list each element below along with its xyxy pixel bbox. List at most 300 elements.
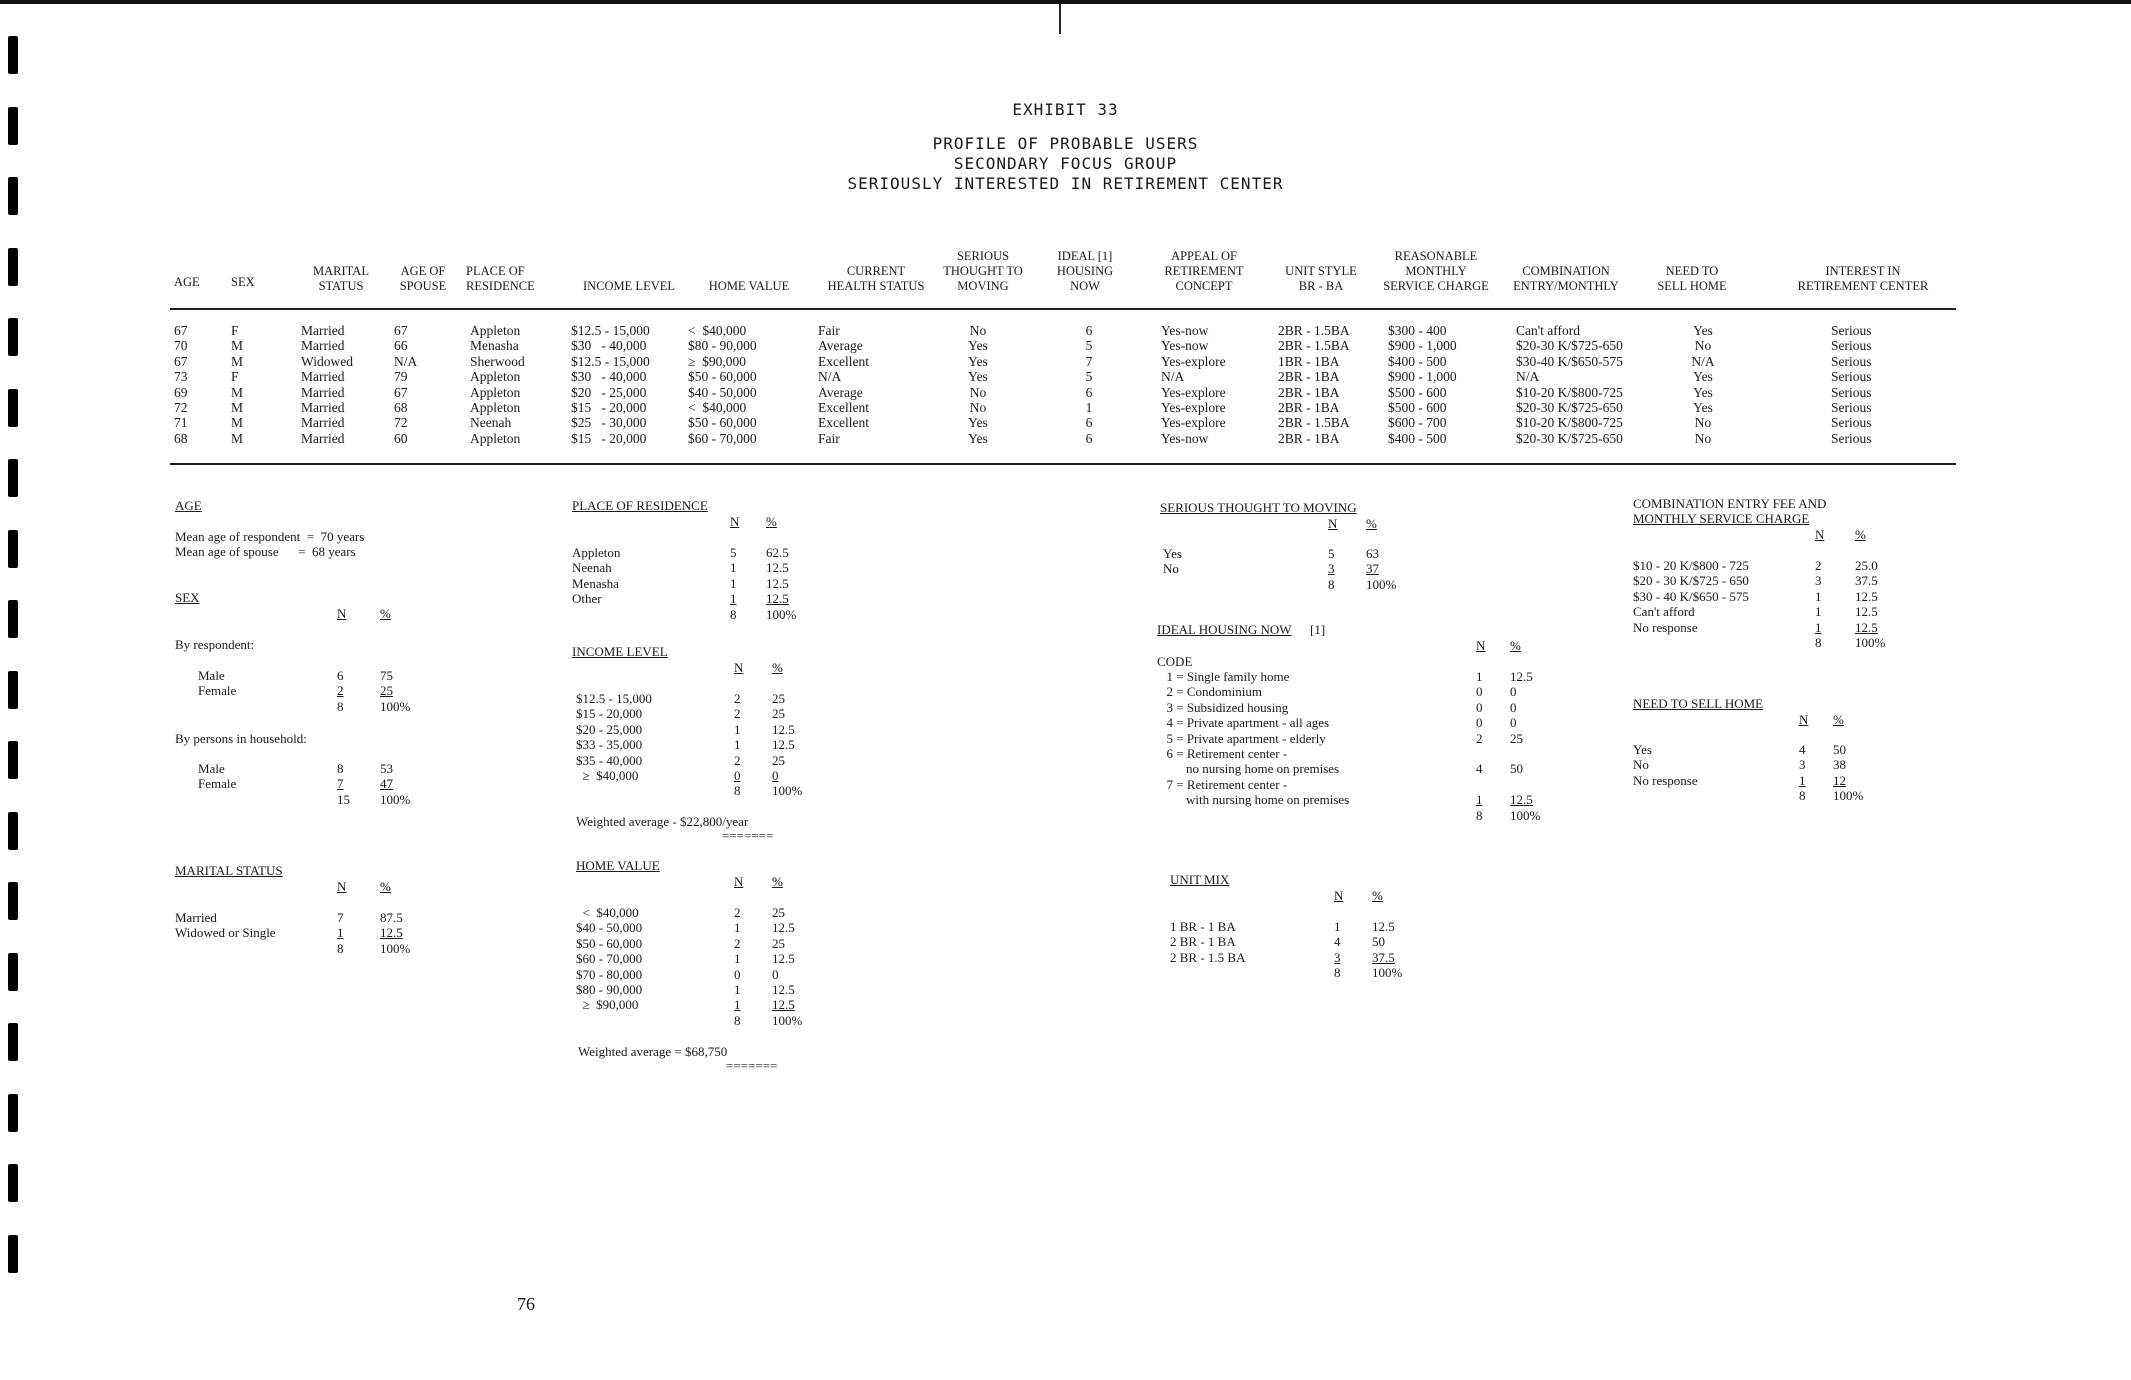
row-label: ≥ $90,000 — [576, 997, 639, 1013]
stat-text: % — [380, 606, 391, 621]
table-cell: 68 — [394, 400, 408, 415]
table-cell: Yes — [968, 369, 988, 385]
table-cell: M — [231, 400, 244, 415]
table-cell: Yes-explore — [1161, 415, 1226, 431]
row-label: $70 - 80,000 — [576, 966, 643, 982]
sub-heading: By respondent: — [175, 637, 255, 652]
stat-text: 15 — [337, 791, 350, 807]
stat-text: 12 — [1833, 772, 1846, 788]
pct-value: 12.5 — [772, 721, 795, 737]
section-title: INCOME LEVEL — [572, 644, 668, 659]
table-cell: $20 - 25,000 — [571, 384, 647, 400]
table-cell: Appleton — [470, 400, 521, 415]
table-cell: $12.5 - 15,000 — [571, 323, 650, 338]
row-label: $15 - 20,000 — [576, 706, 643, 722]
table-cell: Serious — [1831, 430, 1872, 446]
pct-value: 25 — [772, 935, 785, 951]
table-cell: M — [231, 384, 244, 400]
stat-text: 8 — [1799, 788, 1806, 804]
stat-text: 1 — [1815, 604, 1822, 620]
table-cell: Yes-now — [1161, 338, 1209, 354]
table-cell: $50 - 60,000 — [688, 415, 757, 431]
table-cell: Appleton — [470, 369, 521, 385]
stat-text: 37.5 — [1372, 949, 1395, 965]
table-cell: Widowed — [301, 353, 353, 369]
stat-text: 1 BR - 1 BA — [1170, 919, 1236, 934]
pct-value: 12.5 — [766, 575, 789, 591]
stat-text: No response — [1633, 772, 1698, 788]
stat-text: Yes — [1163, 546, 1182, 561]
column-header: SEX — [231, 275, 255, 289]
stat-text: % — [1510, 638, 1521, 653]
table-cell: 2BR - 1.5BA — [1278, 415, 1350, 431]
stat-text: N — [337, 879, 347, 894]
table-cell: Serious — [1831, 400, 1872, 415]
n-value: 1 — [734, 721, 741, 737]
n-value: 2 — [734, 752, 741, 768]
table-cell: Excellent — [818, 400, 869, 415]
column-header: UNIT STYLE BR - BA — [1285, 264, 1357, 293]
row-label: Other — [572, 591, 602, 607]
table-cell: 5 — [1085, 369, 1093, 385]
table-cell: Serious — [1831, 338, 1872, 354]
stat-text: 1 — [337, 925, 344, 941]
pct-header: % — [772, 874, 783, 889]
stat-text: 0 — [1510, 684, 1517, 700]
table-cell: M — [231, 415, 244, 431]
stat-text: 2 — [1815, 558, 1822, 573]
code-label: CODE — [1157, 654, 1193, 669]
pct-value: 25 — [772, 905, 785, 920]
row-label: $35 - 40,000 — [576, 752, 643, 768]
table-cell: Married — [301, 400, 345, 415]
column-header: COMBINATION ENTRY/MONTHLY — [1513, 264, 1619, 293]
table-cell: Excellent — [818, 353, 869, 369]
stat-text: 8 — [1334, 965, 1341, 981]
pct-header: % — [766, 514, 777, 529]
n-value: 1 — [734, 920, 741, 936]
table-cell: Yes — [1693, 400, 1713, 415]
binding-hole — [8, 1235, 18, 1273]
table-cell: 2BR - 1BA — [1278, 384, 1340, 400]
row-label: Neenah — [572, 560, 612, 576]
binding-hole — [8, 882, 18, 920]
column-header: INCOME LEVEL — [583, 279, 675, 293]
stat-text: 3 = Subsidized housing — [1160, 699, 1289, 715]
table-cell: 79 — [394, 369, 408, 385]
row-label: Appleton — [572, 545, 621, 560]
stat-text: 3 — [1799, 757, 1806, 773]
table-cell: Yes — [1693, 323, 1713, 338]
column-header: IDEAL [1] HOUSING NOW — [1056, 249, 1114, 293]
table-cell: $10-20 K/$800-725 — [1516, 384, 1623, 400]
stat-text: 6 = Retirement center - — [1160, 746, 1288, 761]
table-cell: Serious — [1831, 384, 1872, 400]
binding-hole — [8, 248, 18, 286]
table-cell: Appleton — [470, 430, 521, 446]
stat-text: % — [380, 879, 391, 894]
n-header: N — [730, 514, 740, 529]
table-cell: Married — [301, 369, 345, 385]
stat-text: N — [1799, 712, 1809, 727]
stat-text: 8 — [1328, 576, 1335, 592]
stat-text: Mean age of spouse = 68 years — [175, 544, 356, 559]
stat-text: Yes — [1633, 742, 1652, 757]
stat-text: 1 — [1815, 619, 1822, 635]
stat-text: 1 — [1476, 669, 1483, 684]
table-cell: Sherwood — [470, 353, 525, 369]
stat-text: 100% — [1510, 807, 1541, 823]
n-value: 1 — [734, 997, 741, 1013]
stat-text: % — [1833, 712, 1844, 727]
stat-text: Male — [198, 668, 225, 683]
table-cell: 5 — [1085, 338, 1093, 354]
table-cell: 68 — [174, 430, 188, 446]
stat-text: 2 BR - 1.5 BA — [1170, 949, 1246, 965]
column-header: HOME VALUE — [708, 279, 790, 293]
table-cell: < $40,000 — [688, 323, 747, 338]
table-cell: M — [231, 430, 244, 446]
stat-text: 1 — [1815, 588, 1822, 604]
table-cell: Appleton — [470, 323, 521, 338]
table-cell: M — [231, 353, 244, 369]
table-cell: $500 - 600 — [1388, 400, 1447, 415]
stat-text: 100% — [380, 791, 411, 807]
stat-text: No — [1163, 561, 1179, 577]
pct-value: 25 — [772, 752, 785, 768]
table-rule-top — [170, 308, 1956, 310]
table-cell: $15 - 20,000 — [571, 430, 647, 446]
n-header: N — [734, 874, 744, 889]
table-cell: N/A — [818, 369, 842, 385]
table-cell: $20-30 K/$725-650 — [1516, 430, 1623, 446]
binding-hole — [8, 953, 18, 991]
stat-text: 100% — [1833, 788, 1864, 804]
table-cell: 2BR - 1BA — [1278, 400, 1340, 415]
table-cell: $30-40 K/$650-575 — [1516, 353, 1623, 369]
stat-text: 8 — [337, 761, 344, 776]
stat-text: 8 — [1476, 807, 1483, 823]
stat-text: 25 — [1510, 730, 1523, 746]
stat-text: 50 — [1372, 934, 1385, 950]
underline-mark: ======= — [722, 828, 774, 843]
page-number: 76 — [517, 1294, 535, 1314]
table-cell: F — [231, 369, 239, 385]
table-cell: 1BR - 1BA — [1278, 353, 1340, 369]
pct-value: 100% — [766, 606, 797, 622]
section-title: HOME VALUE — [576, 858, 660, 873]
pct-value: 100% — [772, 1012, 803, 1028]
stat-text: 53 — [380, 761, 393, 776]
title-line-2: SECONDARY FOCUS GROUP — [953, 154, 1178, 173]
stat-text: N — [1815, 527, 1825, 542]
stat-text: with nursing home on premises — [1160, 792, 1350, 808]
table-cell: M — [231, 338, 244, 354]
table-cell: Average — [818, 384, 863, 400]
section-title: MONTHLY SERVICE CHARGE — [1633, 511, 1810, 526]
table-cell: $80 - 90,000 — [688, 338, 757, 354]
table-cell: Yes-explore — [1161, 353, 1226, 369]
column-header: APPEAL OF RETIREMENT CONCEPT — [1164, 249, 1244, 293]
table-cell: N/A — [1516, 369, 1540, 385]
table-cell: 6 — [1085, 430, 1093, 446]
stat-text: 2 = Condominium — [1160, 684, 1262, 700]
binding-hole — [8, 459, 18, 497]
pct-value: 12.5 — [772, 737, 795, 753]
stat-text: Female — [198, 683, 237, 699]
right-stats — [1157, 500, 1560, 981]
table-cell: Serious — [1831, 353, 1872, 369]
table-cell: $300 - 400 — [1388, 323, 1447, 338]
stat-text: Widowed or Single — [175, 925, 276, 941]
table-cell: $30 - 40,000 — [571, 369, 647, 385]
table-cell: 67 — [174, 353, 188, 369]
table-cell: Appleton — [470, 384, 521, 400]
table-cell: $60 - 70,000 — [688, 430, 757, 446]
stat-text: N — [1328, 516, 1338, 531]
table-cell: Can't afford — [1516, 323, 1581, 338]
table-cell: Yes-now — [1161, 430, 1209, 446]
table-cell: $500 - 600 — [1388, 384, 1447, 400]
pct-value: 12.5 — [772, 951, 795, 967]
table-cell: 66 — [394, 338, 408, 354]
table-cell: N/A — [1161, 369, 1185, 385]
column-header: PLACE OF RESIDENCE — [466, 264, 535, 293]
pct-value: 12.5 — [772, 982, 795, 997]
exhibit-number: EXHIBIT 33 — [1012, 100, 1119, 119]
stat-text: 12.5 — [1855, 619, 1878, 635]
binding-hole — [8, 741, 18, 779]
column-header: AGE — [174, 275, 200, 289]
table-cell: Serious — [1831, 323, 1872, 338]
stat-text: 3 — [1334, 949, 1341, 965]
stat-text: 2 — [337, 683, 344, 699]
stat-text: N — [337, 606, 347, 621]
binding-hole — [8, 36, 18, 74]
table-cell: Yes — [968, 338, 988, 354]
footnote-mark: [1] — [1310, 622, 1326, 637]
table-cell: $400 - 500 — [1388, 430, 1447, 446]
row-label: Menasha — [572, 575, 619, 591]
stat-text: 4 — [1476, 761, 1483, 777]
row-label: ≥ $40,000 — [576, 768, 639, 783]
table-cell: No — [1694, 338, 1712, 354]
stat-text: 100% — [1366, 576, 1397, 592]
section-title: IDEAL HOUSING NOW — [1157, 622, 1292, 637]
stat-text: no nursing home on premises — [1160, 761, 1340, 777]
stat-text: 8 — [337, 698, 344, 714]
row-label: $40 - 50,000 — [576, 920, 643, 936]
underline-mark: ======= — [726, 1058, 778, 1073]
pct-value: 25 — [772, 691, 785, 706]
table-cell: $30 - 40,000 — [571, 338, 647, 354]
pct-value: 12.5 — [766, 591, 789, 607]
n-value: 1 — [730, 591, 737, 607]
stat-text: 12.5 — [1855, 588, 1878, 604]
table-cell: 6 — [1085, 384, 1093, 400]
table-cell: Yes-now — [1161, 323, 1209, 338]
pct-value: 0 — [772, 768, 779, 783]
stat-text: Can't afford — [1633, 604, 1695, 620]
stat-text: No — [1633, 757, 1649, 773]
row-label: $20 - 25,000 — [576, 721, 643, 737]
n-value: 2 — [734, 935, 741, 951]
title-line-3: SERIOUSLY INTERESTED IN RETIREMENT CENTER — [847, 174, 1284, 193]
table-cell: Married — [301, 415, 345, 431]
table-cell: 2BR - 1.5BA — [1278, 323, 1350, 338]
table-cell: No — [969, 323, 987, 338]
table-cell: 72 — [394, 415, 408, 431]
n-header: N — [734, 660, 744, 675]
binding-hole — [8, 671, 18, 709]
stat-text: 100% — [1855, 635, 1886, 650]
pct-value: 25 — [772, 706, 785, 722]
stat-text: 7 — [337, 910, 344, 925]
table-cell: Yes — [968, 353, 988, 369]
stat-text: 12.5 — [1372, 919, 1395, 934]
pct-header: % — [772, 660, 783, 675]
table-cell: 1 — [1085, 400, 1093, 415]
stat-text: $10 - 20 K/$800 - 725 — [1633, 558, 1749, 573]
age-line: Mean age of respondent = 70 years — [175, 529, 365, 544]
table-cell: ≥ $90,000 — [688, 353, 747, 369]
stat-text: 0 — [1476, 715, 1483, 731]
stat-text: 50 — [1510, 761, 1523, 777]
row-label: $80 - 90,000 — [576, 982, 643, 997]
table-cell: $12.5 - 15,000 — [571, 353, 650, 369]
section-title: AGE — [175, 498, 202, 513]
stat-text: 6 — [337, 668, 344, 683]
pct-value: 0 — [772, 966, 779, 982]
stat-text: Married — [175, 910, 217, 925]
stat-text: 4 — [1799, 742, 1806, 757]
stat-text: $30 - 40 K/$650 - 575 — [1633, 588, 1749, 604]
sub-heading: By persons in household: — [175, 731, 307, 746]
binding-hole — [8, 812, 18, 850]
table-cell: Neenah — [470, 415, 512, 431]
n-value: 1 — [734, 982, 741, 997]
table-cell: Yes-explore — [1161, 384, 1226, 400]
stat-text: 100% — [1372, 965, 1403, 981]
stat-text: 38 — [1833, 757, 1846, 773]
table-cell: $900 - 1,000 — [1388, 369, 1457, 385]
stat-text: 63 — [1366, 546, 1379, 561]
table-cell: Yes — [1693, 369, 1713, 385]
section-title: UNIT MIX — [1170, 872, 1230, 887]
n-value: 5 — [730, 545, 737, 560]
stat-text: 0 — [1476, 699, 1483, 715]
table-cell: $900 - 1,000 — [1388, 338, 1457, 354]
binding-hole — [8, 530, 18, 568]
stat-text: 12.5 — [1855, 604, 1878, 620]
table-cell: No — [969, 384, 987, 400]
table-cell: Average — [818, 338, 863, 354]
table-cell: N/A — [1691, 353, 1715, 369]
stat-text: 12.5 — [1510, 669, 1533, 684]
table-cell: Fair — [818, 430, 840, 446]
stat-text: $20 - 30 K/$725 - 650 — [1633, 573, 1749, 589]
pct-value: 62.5 — [766, 545, 789, 560]
stat-text: 75 — [380, 668, 393, 683]
n-value: 8 — [734, 1012, 741, 1028]
table-cell: Yes — [968, 430, 988, 446]
table-cell: $10-20 K/$800-725 — [1516, 415, 1623, 431]
table-cell: $50 - 60,000 — [688, 369, 757, 385]
stat-text: 3 — [1815, 573, 1822, 589]
row-label: $60 - 70,000 — [576, 951, 643, 967]
n-value: 0 — [734, 966, 741, 982]
section-title: COMBINATION ENTRY FEE AND — [1633, 496, 1827, 511]
pct-value: 12.5 — [766, 560, 789, 576]
pct-value: 12.5 — [772, 997, 795, 1013]
column-header: SERIOUS THOUGHT TO MOVING — [943, 249, 1023, 293]
table-cell: 67 — [174, 323, 188, 338]
table-cell: No — [1694, 415, 1712, 431]
table-cell: Yes — [968, 415, 988, 431]
table-cell: 2BR - 1BA — [1278, 430, 1340, 446]
stat-text: 12.5 — [1510, 792, 1533, 808]
stat-text: N — [1476, 638, 1486, 653]
n-value: 2 — [734, 706, 741, 722]
table-cell: 60 — [394, 430, 408, 446]
table-cell: Serious — [1831, 369, 1872, 385]
stat-text: 3 — [1328, 561, 1335, 577]
stat-text: 1 — [1799, 772, 1806, 788]
table-cell: $20-30 K/$725-650 — [1516, 338, 1623, 354]
table-cell: $400 - 500 — [1388, 353, 1447, 369]
stat-text: 25.0 — [1855, 558, 1878, 573]
stat-text: % — [1372, 888, 1383, 903]
section-title: PLACE OF RESIDENCE — [572, 498, 708, 513]
table-cell: 6 — [1085, 323, 1093, 338]
table-cell: 2BR - 1.5BA — [1278, 338, 1350, 354]
stat-text: 7 — [337, 776, 344, 792]
binding-hole — [8, 318, 18, 356]
stat-text: 0 — [1510, 715, 1517, 731]
far-right-stats — [1633, 496, 1953, 816]
row-label: $50 - 60,000 — [576, 935, 643, 951]
stat-text: N — [1334, 888, 1344, 903]
stat-text: 100% — [380, 940, 411, 956]
n-value: 1 — [734, 737, 741, 753]
table-cell: 2BR - 1BA — [1278, 369, 1340, 385]
table-cell: 72 — [174, 400, 188, 415]
table-cell: Fair — [818, 323, 840, 338]
table-cell: $20-30 K/$725-650 — [1516, 400, 1623, 415]
table-cell: 69 — [174, 384, 188, 400]
column-header: CURRENT HEALTH STATUS — [827, 264, 925, 293]
title-line-1: PROFILE OF PROBABLE USERS — [932, 134, 1199, 153]
stat-text: 0 — [1476, 684, 1483, 700]
section-title: MARITAL STATUS — [175, 863, 283, 878]
middle-stats — [572, 498, 832, 1078]
pct-value: 100% — [772, 783, 803, 799]
table-cell: Married — [301, 384, 345, 400]
table-cell: $600 - 700 — [1388, 415, 1447, 431]
column-header: NEED TO SELL HOME — [1657, 264, 1727, 293]
table-cell: 73 — [174, 369, 188, 385]
stat-text: 47 — [380, 776, 393, 792]
table-cell: 6 — [1085, 415, 1093, 431]
stat-text: 0 — [1510, 699, 1517, 715]
stat-text: 2 BR - 1 BA — [1170, 934, 1236, 950]
top-border — [0, 0, 2131, 4]
stat-text: No response — [1633, 619, 1698, 635]
table-cell: No — [1694, 430, 1712, 446]
section-title: SEX — [175, 590, 200, 605]
row-label: $12.5 - 15,000 — [576, 691, 652, 706]
table-cell: Married — [301, 430, 345, 446]
